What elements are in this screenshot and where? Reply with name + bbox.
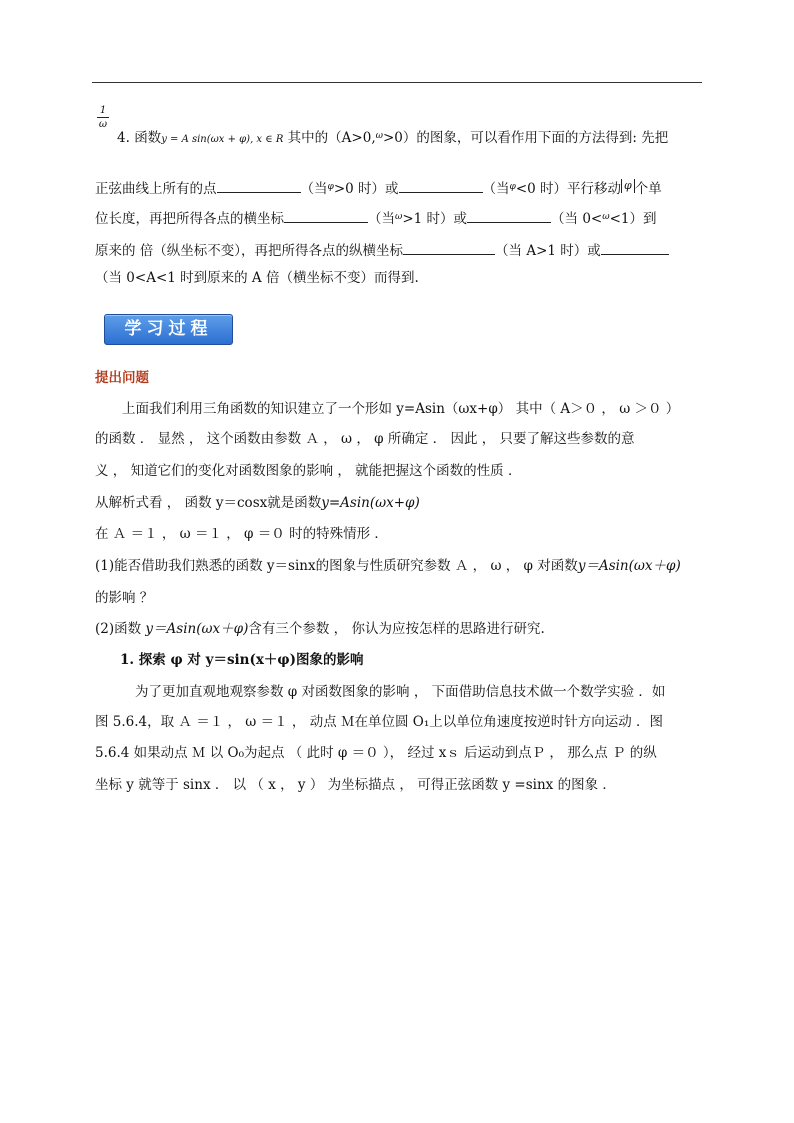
body-para-3: 义 ， 知道它们的变化对函数图象的影响 ， 就能把握这个函数的性质 ． bbox=[95, 463, 522, 479]
body-para-7: 的影响 ？ bbox=[95, 590, 154, 606]
fraction-numerator: 1 bbox=[97, 105, 109, 118]
header-rule bbox=[92, 82, 702, 83]
subheading-1: 1. 探索 φ 对 y＝sin(x＋φ)图象的影响 bbox=[120, 652, 364, 668]
body-para-8: (2)函数 y＝Asin(ωx＋φ)含有三个参数 ， 你认为应按怎样的思路进行研究. bbox=[95, 621, 545, 637]
q4-line-4: 原来的 倍（纵坐标不变），再把所得各点的纵横坐标 （当 A>1 时）或 bbox=[95, 242, 669, 259]
section-title: 提出问题 bbox=[95, 370, 149, 386]
fill-blank-6[interactable] bbox=[601, 242, 669, 255]
body-para-10: 图 5.6.4，取 Ａ ＝１ ， ω ＝１ ， 动点 Ｍ在单位圆 O₁上以单位角速度按逆时针方向运动 ．图 bbox=[95, 714, 664, 730]
body-para-4: 从解析式看 ， 函数 y＝cosx就是函数y=Asin(ωx+φ) bbox=[95, 495, 420, 511]
body-para-6: (1)能否借助我们熟悉的函数 y＝sinx的图象与性质研究参数 Ａ ， ω ， φ 对函数y＝Asin(ωx＋φ) bbox=[95, 558, 681, 574]
fraction-denominator: ω bbox=[98, 119, 108, 130]
fill-blank-4[interactable] bbox=[467, 210, 551, 223]
q4-line-1: 4. 函数y = A sin(ωx + φ), x ∈ R 其中的（A>0,$^\omega$>0）的图象，可以看作用下面的方法得到: 先把 bbox=[117, 130, 669, 146]
function-expression: y = A sin(ωx + φ), x ∈ R bbox=[161, 134, 284, 145]
fill-blank-5[interactable] bbox=[403, 242, 495, 255]
fill-blank-3[interactable] bbox=[284, 210, 368, 223]
body-para-12: 坐标 y 就等于 sinx ． 以 （ x ， y ） 为坐标描点 ， 可得正弦函数 y =sinx 的图象 ． bbox=[95, 777, 616, 793]
q4-line-5: （当 0<A<1 时到原来的 A 倍（横坐标不变）而得到. bbox=[95, 270, 419, 286]
body-para-2: 的函数 ． 显然 ， 这个函数由参数 Ａ ， ω ， φ 所确定 ． 因此 ， 只要了解这些参数的意 bbox=[95, 431, 635, 447]
body-para-1: 上面我们利用三角函数的知识建立了一个形如 y=Asin（ωx+φ） 其中（ A＞０ ， ω ＞０ ） bbox=[122, 401, 680, 417]
fill-blank-2[interactable] bbox=[399, 180, 483, 193]
q4-line-3: 位长度，再把所得各点的横坐标 （当$^\omega$>1 时）或 （当 0<$^\omega$<1）到 bbox=[95, 211, 657, 227]
fraction-one-over-omega bbox=[97, 105, 109, 132]
body-para-5: 在 Ａ ＝１ ， ω ＝１ ， φ ＝０ 时的特殊情形 ． bbox=[95, 526, 388, 542]
body-para-11: 5.6.4 如果动点 Ｍ 以 O₀为起点 （ 此时 φ ＝０ ）， 经过 xｓ 后运动到点Ｐ ， 那么点 Ｐ 的纵 bbox=[95, 745, 657, 761]
q4-line-2: 正弦曲线上所有的点 （当$^\varphi$>0 时）或 （当$^\varphi$<0 时）平行移动 φ 个单 bbox=[95, 179, 662, 197]
fill-blank-1[interactable] bbox=[217, 180, 301, 193]
abs-phi: φ bbox=[621, 179, 635, 193]
body-para-9: 为了更加直观地观察参数 φ 对函数图象的影响 ， 下面借助信息技术做一个数学实验 ．如 bbox=[135, 684, 666, 700]
section-banner-learning-process: 学习过程 bbox=[104, 314, 233, 345]
